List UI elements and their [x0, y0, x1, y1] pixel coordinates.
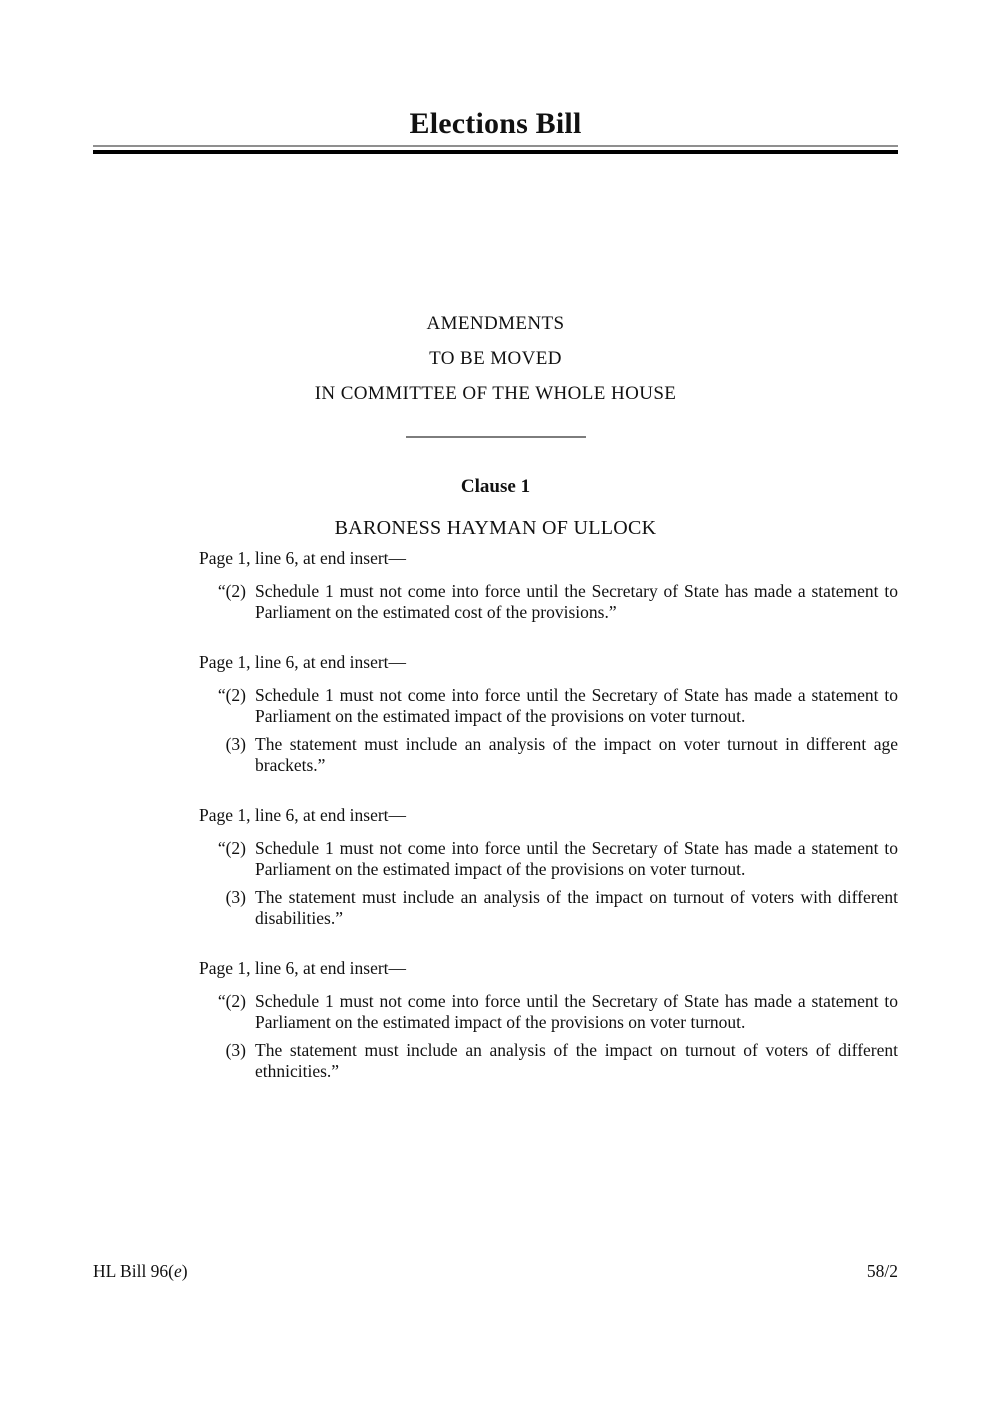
amendment-lead: Page 1, line 6, at end insert— — [199, 958, 407, 978]
amendment-block — [93, 652, 898, 776]
paragraph-number: (3) — [225, 887, 246, 907]
paragraph-text: Schedule 1 must not come into force until the Secretary of State has made a statement to Parliament on the estimated impact of the provisions on voter turnout. — [255, 685, 898, 726]
amendment-paragraph — [93, 991, 898, 1033]
subtitle-line-to-be-moved: TO BE MOVED — [429, 348, 562, 369]
bill-reference-italic: e — [174, 1261, 182, 1281]
paragraph-number: “(2) — [217, 991, 246, 1011]
member-name: BARONESS HAYMAN OF ULLOCK — [334, 517, 657, 539]
clause-heading: Clause 1 — [460, 476, 531, 497]
paragraph-text: The statement must include an analysis of the impact on voter turnout in different age brackets.” — [255, 734, 898, 775]
subtitle-line-committee: IN COMMITTEE OF THE WHOLE HOUSE — [314, 383, 677, 404]
amendment-block — [93, 958, 898, 1082]
amendment-block — [93, 805, 898, 929]
paragraph-number: (3) — [225, 1040, 246, 1060]
footer — [93, 1261, 898, 1282]
amendments-list — [93, 548, 898, 1082]
paragraph-text: Schedule 1 must not come into force until the Secretary of State has made a statement to Parliament on the estimated cost of the provisions.” — [255, 581, 898, 622]
amendment-paragraph — [93, 838, 898, 880]
amendment-lead: Page 1, line 6, at end insert— — [199, 805, 407, 825]
paragraph-text: Schedule 1 must not come into force until the Secretary of State has made a statement to Parliament on the estimated impact of the provisions on voter turnout. — [255, 991, 898, 1032]
paragraph-text: Schedule 1 must not come into force until the Secretary of State has made a statement to Parliament on the estimated impact of the provisions on voter turnout. — [255, 838, 898, 879]
amendment-paragraph — [93, 581, 898, 623]
paragraph-text: The statement must include an analysis of the impact on turnout of voters of different ethnicities.” — [255, 1040, 898, 1081]
title-rule — [93, 145, 898, 154]
amendment-lead: Page 1, line 6, at end insert— — [199, 548, 407, 568]
paragraph-number: (3) — [225, 734, 246, 754]
paragraph-text: The statement must include an analysis of the impact on turnout of voters with different disabilities.” — [255, 887, 898, 928]
amendment-paragraph — [93, 734, 898, 776]
amendment-paragraph — [93, 887, 898, 929]
bill-reference-prefix: HL Bill 96( — [93, 1261, 175, 1281]
amendment-paragraph — [93, 685, 898, 727]
amendment-block — [93, 548, 898, 623]
section-divider — [406, 436, 586, 438]
paragraph-number: “(2) — [217, 581, 246, 601]
amendment-lead: Page 1, line 6, at end insert— — [199, 652, 407, 672]
subtitle-block — [93, 306, 898, 411]
bill-reference — [93, 1261, 188, 1282]
amendment-paragraph — [93, 1040, 898, 1082]
paragraph-number: “(2) — [217, 685, 246, 705]
page-title: Elections Bill — [409, 107, 582, 140]
bill-reference-suffix: ) — [181, 1261, 188, 1281]
sheet-number: 58/2 — [866, 1261, 898, 1281]
subtitle-line-amendments: AMENDMENTS — [426, 313, 565, 334]
paragraph-number: “(2) — [217, 838, 246, 858]
